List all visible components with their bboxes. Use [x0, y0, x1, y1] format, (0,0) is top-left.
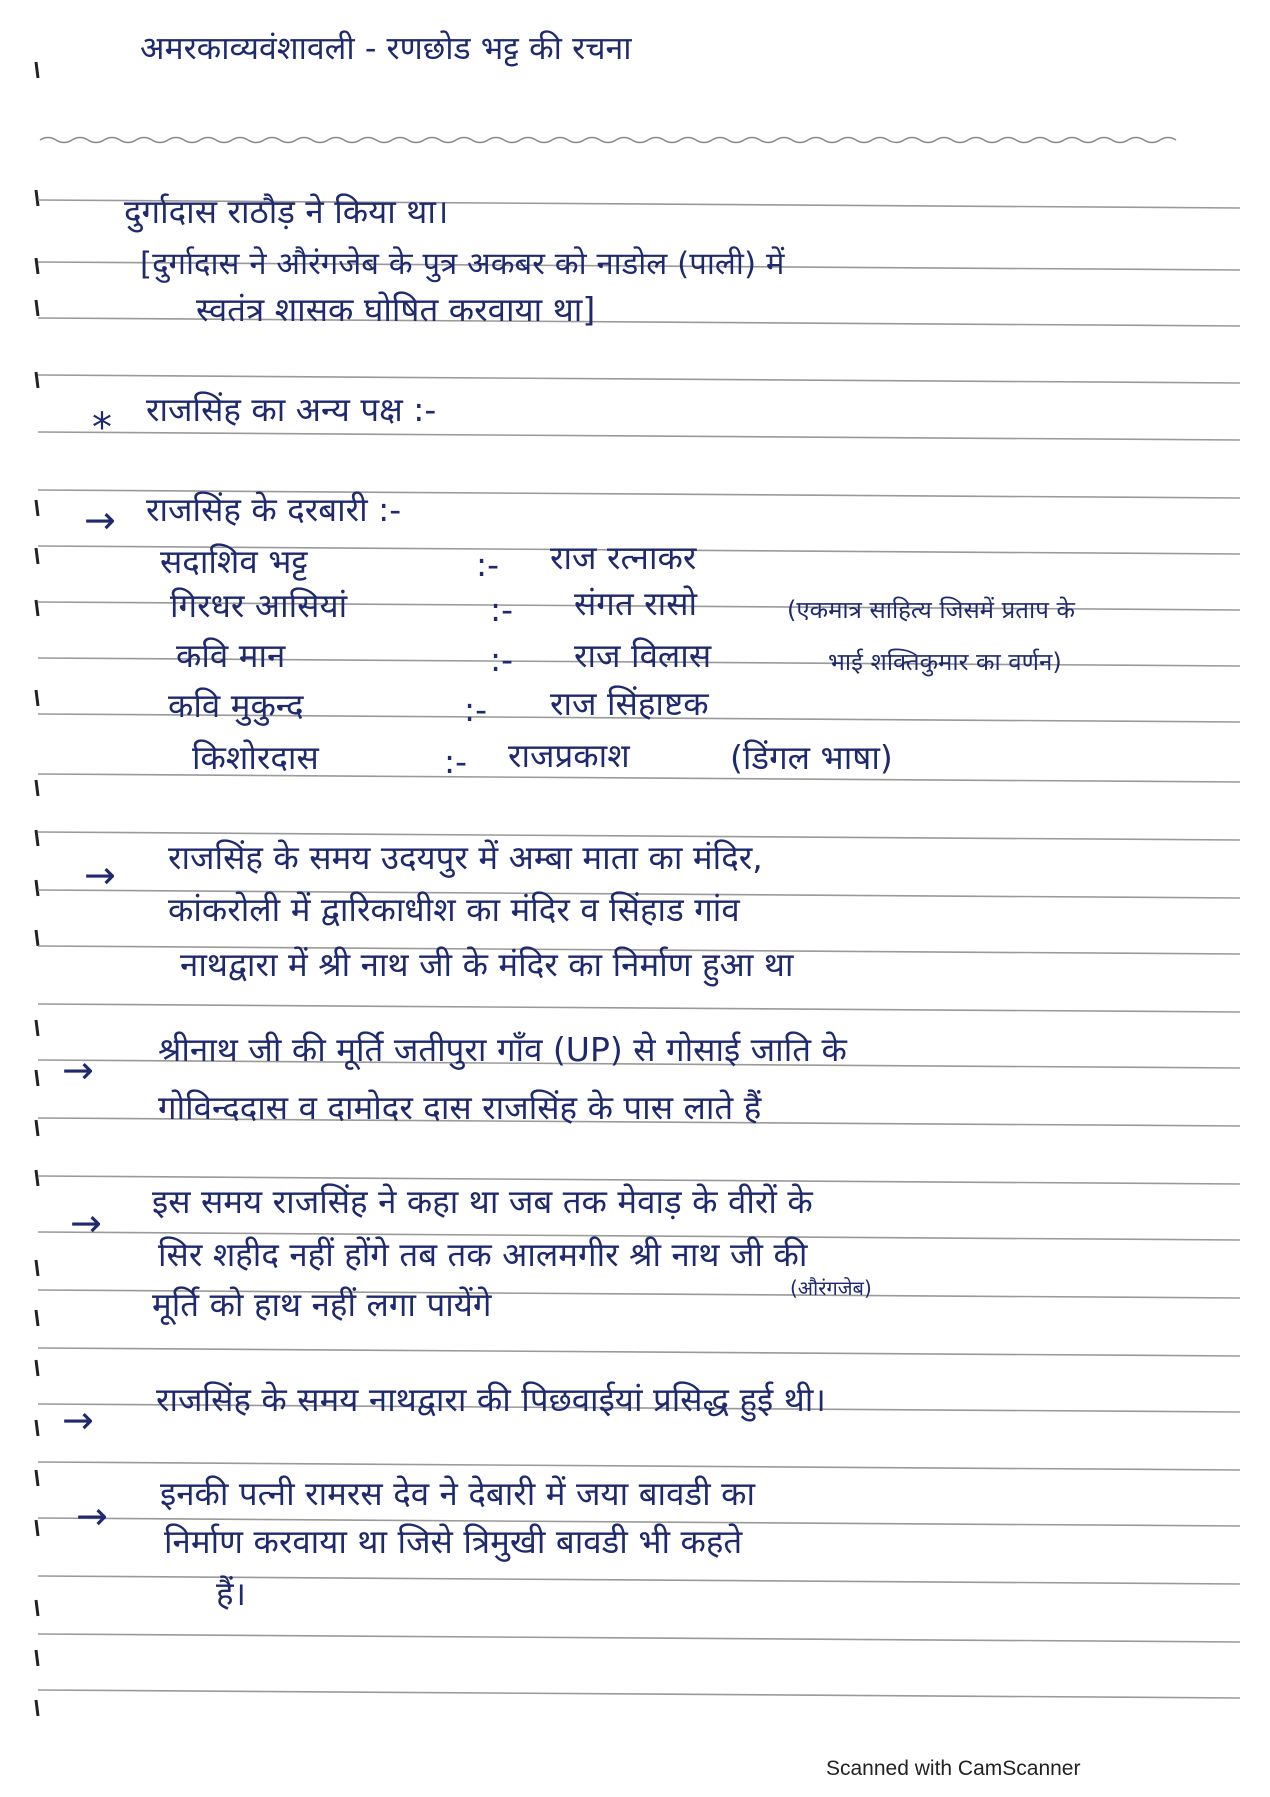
courtier-work: संगत रासो [574, 584, 698, 623]
courtier-separator: :- [444, 742, 468, 781]
page-edge-marks [36, 62, 38, 1716]
quote-annotation: (औरंगजेब) [790, 1276, 872, 1300]
temples-line-1: राजसिंह के समय उदयपुर में अम्बा माता का मंदिर, [168, 838, 763, 877]
courtier-work: राजप्रकाश [508, 736, 630, 775]
wavy-header-rule [40, 138, 1176, 143]
durgadas-line-3: स्वतंत्र शासक घोषित करवाया था] [196, 290, 596, 329]
stepwell-line-2: निर्माण करवाया था जिसे त्रिमुखी बावडी भी कहते [164, 1522, 743, 1561]
courtier-name: कवि मान [176, 636, 286, 675]
courtier-note: (एकमात्र साहित्य जिसमें प्रताप के [787, 596, 1075, 624]
paintings-line-1: राजसिंह के समय नाथद्वारा की पिछवाईयां प्रसिद्ध हुई थी। [156, 1380, 826, 1419]
quote-line-2: सिर शहीद नहीं होंगे तब तक आलमगीर श्री नाथ जी की [158, 1235, 808, 1274]
courtier-name: किशोरदास [192, 738, 319, 777]
page-title: अमरकाव्यवंशावली - रणछोड भट्ट की रचना [140, 29, 632, 67]
courtier-name: गिरधर आसियां [170, 586, 348, 625]
courtier-work: राज सिंहाष्टक [550, 684, 709, 723]
scanner-watermark: Scanned with CamScanner [826, 1757, 1081, 1780]
durgadas-line-1: दुर्गादास राठौड़ ने किया था। [124, 192, 449, 231]
durgadas-line-2: [दुर्गादास ने औरंगजेब के पुत्र अकबर को नाडोल (पाली) में [140, 246, 785, 282]
courtier-work: राज विलास [574, 636, 712, 675]
idol-line-2: गोविन्ददास व दामोदर दास राजसिंह के पास लाते हैं [158, 1088, 762, 1127]
arrow-icon: → [62, 1048, 94, 1092]
stepwell-line-3: हैं। [216, 1574, 247, 1613]
arrow-icon: → [84, 853, 116, 897]
quote-line-3: मूर्ति को हाथ नहीं लगा पायेंगे [152, 1285, 492, 1324]
temples-line-2: कांकरोली में द्वारिकाधीश का मंदिर व सिंहाड गांव [168, 890, 740, 929]
arrow-icon: → [70, 1201, 102, 1245]
courtier-separator: :- [476, 545, 500, 584]
quote-line-1: इस समय राजसिंह ने कहा था जब तक मेवाड़ के वीरों के [152, 1182, 813, 1221]
courtier-name: सदाशिव भट्ट [160, 542, 308, 581]
courtier-separator: :- [490, 590, 514, 629]
star-bullet: * [92, 405, 112, 451]
courtier-name: कवि मुकुन्द [168, 686, 304, 725]
section-heading: राजसिंह का अन्य पक्ष :- [146, 390, 437, 429]
idol-line-1: श्रीनाथ जी की मूर्ति जतीपुरा गाँव (UP) से गोसाई जाति के [158, 1030, 847, 1069]
stepwell-line-1: इनकी पत्नी रामरस देव ने देबारी में जया बावडी का [160, 1474, 756, 1513]
temples-line-3: नाथद्वारा में श्री नाथ जी के मंदिर का निर्माण हुआ था [180, 945, 794, 984]
courtier-note: भाई शक्तिकुमार का वर्णन) [828, 648, 1062, 676]
courtier-work: राज रत्नाकर [550, 538, 697, 577]
courtier-note: (डिंगल भाषा) [730, 738, 893, 777]
courtiers-heading: राजसिंह के दरबारी :- [146, 490, 402, 529]
courtier-separator: :- [464, 690, 488, 729]
arrow-icon: → [84, 498, 116, 542]
courtier-separator: :- [490, 640, 514, 679]
arrow-icon: → [62, 1398, 94, 1442]
arrow-icon: → [76, 1494, 108, 1538]
